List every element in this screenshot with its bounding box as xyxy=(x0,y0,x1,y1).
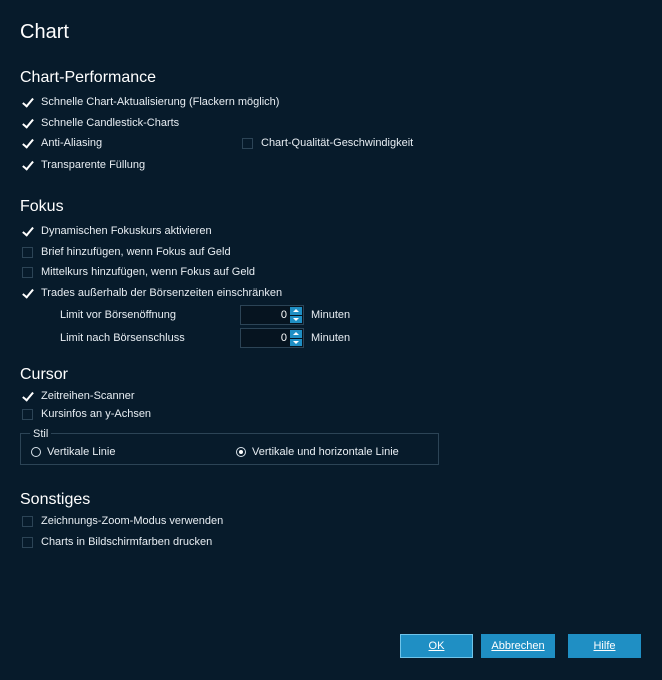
page-title: Chart xyxy=(20,21,69,43)
checkbox-zoom-mode[interactable] xyxy=(22,515,223,527)
section-heading-focus: Fokus xyxy=(20,198,64,215)
radio-vertical-line[interactable] xyxy=(31,446,116,458)
checkbox-label: Kursinfos an y-Achsen xyxy=(41,408,152,420)
checkbox-label: Chart-Qualität-Geschwindigkeit xyxy=(261,137,414,149)
checkbox-restrict-trades[interactable] xyxy=(22,287,282,299)
checkbox-dynamic-focus[interactable] xyxy=(22,225,212,237)
cancel-button[interactable]: Abbrechen xyxy=(481,634,555,658)
radio-label: Vertikale und horizontale Linie xyxy=(252,446,399,458)
checkbox-label: Charts in Bildschirmfarben drucken xyxy=(41,536,213,548)
checkbox-unchecked-icon[interactable] xyxy=(242,138,253,149)
checkbox-checked-icon[interactable] xyxy=(22,138,33,149)
radio-unselected-icon[interactable] xyxy=(31,447,41,457)
checkbox-label: Anti-Aliasing xyxy=(41,137,103,149)
stepper-value[interactable]: 0 xyxy=(280,332,287,344)
section-heading-cursor: Cursor xyxy=(20,366,69,383)
radio-label: Vertikale Linie xyxy=(47,446,116,458)
checkbox-checked-icon[interactable] xyxy=(22,226,33,237)
checkbox-unchecked-icon[interactable] xyxy=(22,516,33,527)
checkbox-checked-icon[interactable] xyxy=(22,160,33,171)
checkbox-print-colors[interactable] xyxy=(22,536,212,548)
checkbox-label: Schnelle Candlestick-Charts xyxy=(41,117,180,129)
checkbox-transparent-fill[interactable] xyxy=(22,159,145,171)
limit-before-label: Limit vor Börsenöffnung xyxy=(60,309,176,321)
limit-before-stepper[interactable] xyxy=(240,305,304,325)
radio-vertical-horizontal-line[interactable] xyxy=(236,446,399,458)
stepper-up-icon[interactable] xyxy=(290,330,302,338)
checkbox-checked-icon[interactable] xyxy=(22,391,33,402)
limit-after-label: Limit nach Börsenschluss xyxy=(60,332,185,344)
checkbox-anti-aliasing[interactable] xyxy=(22,137,102,149)
checkbox-unchecked-icon[interactable] xyxy=(22,409,33,420)
ok-button[interactable]: OK xyxy=(400,634,473,658)
checkbox-checked-icon[interactable] xyxy=(22,288,33,299)
checkbox-unchecked-icon[interactable] xyxy=(22,537,33,548)
stepper-value[interactable]: 0 xyxy=(280,309,287,321)
checkbox-checked-icon[interactable] xyxy=(22,97,33,108)
checkbox-label: Transparente Füllung xyxy=(41,159,146,171)
checkbox-unchecked-icon[interactable] xyxy=(22,247,33,258)
checkbox-fast-update[interactable] xyxy=(22,96,279,108)
stepper-down-icon[interactable] xyxy=(290,339,302,347)
stepper-down-icon[interactable] xyxy=(290,316,302,324)
limit-after-stepper[interactable] xyxy=(240,328,304,348)
checkbox-label: Dynamischen Fokuskurs aktivieren xyxy=(41,225,212,237)
checkbox-fast-candles[interactable] xyxy=(22,117,179,129)
section-heading-misc: Sonstiges xyxy=(20,491,91,508)
checkbox-checked-icon[interactable] xyxy=(22,118,33,129)
checkbox-scanner[interactable] xyxy=(22,390,135,402)
checkbox-quality-speed[interactable] xyxy=(242,137,413,149)
checkbox-label: Zeitreihen-Scanner xyxy=(41,390,135,402)
checkbox-add-ask[interactable] xyxy=(22,246,231,258)
section-heading-performance: Chart-Performance xyxy=(20,69,157,86)
limit-before-unit: Minuten xyxy=(311,309,351,321)
help-button[interactable]: Hilfe xyxy=(568,634,641,658)
checkbox-yaxis-info[interactable] xyxy=(22,408,151,420)
stepper-up-icon[interactable] xyxy=(290,307,302,315)
checkbox-label: Trades außerhalb der Börsenzeiten einschränken xyxy=(41,287,283,299)
checkbox-label: Mittelkurs hinzufügen, wenn Fokus auf Geld xyxy=(41,266,256,278)
cursor-style-legend: Stil xyxy=(30,428,51,440)
checkbox-label: Zeichnungs-Zoom-Modus verwenden xyxy=(41,515,224,527)
limit-after-unit: Minuten xyxy=(311,332,351,344)
radio-selected-icon[interactable] xyxy=(236,447,246,457)
checkbox-unchecked-icon[interactable] xyxy=(22,267,33,278)
checkbox-label: Brief hinzufügen, wenn Fokus auf Geld xyxy=(41,246,231,258)
checkbox-label: Schnelle Chart-Aktualisierung (Flackern möglich) xyxy=(41,96,280,108)
checkbox-add-mid[interactable] xyxy=(22,266,255,278)
